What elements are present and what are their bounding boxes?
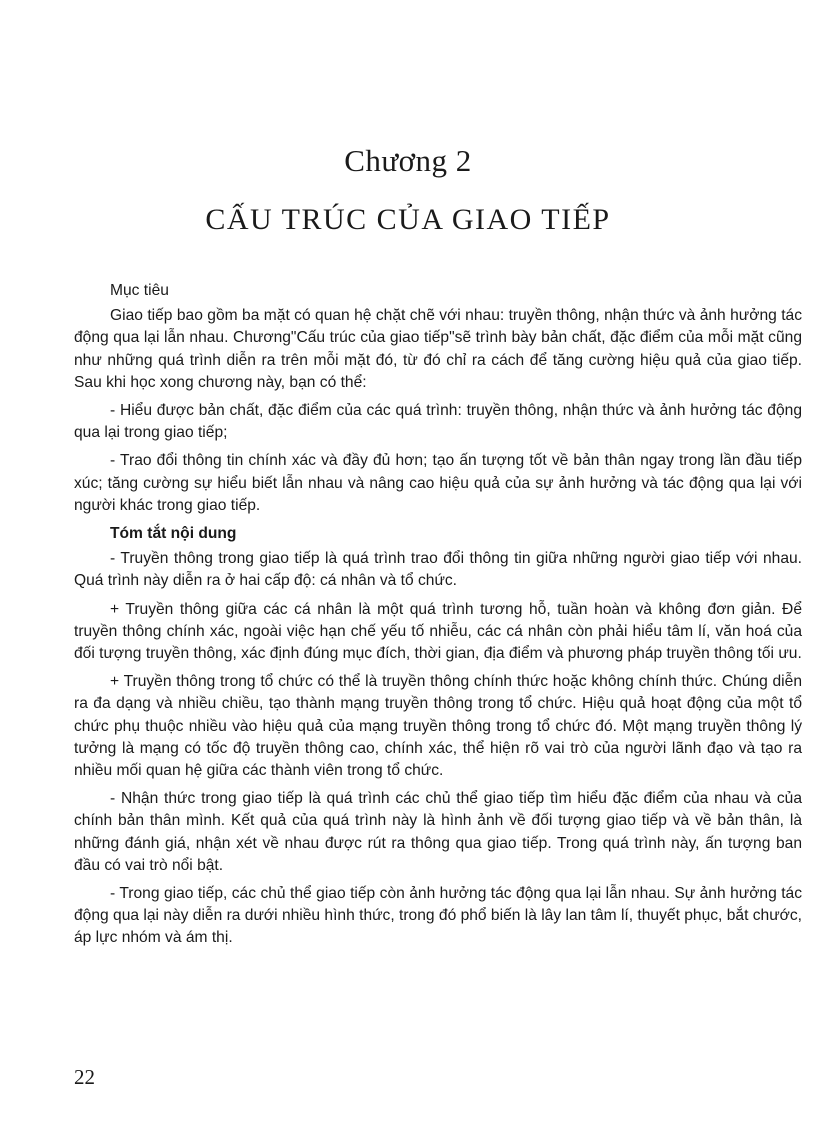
summary-paragraph-2: + Truyền thông giữa các cá nhân là một quá trình tương hỗ, tuần hoàn và không đơn giản. Để truyền thông chính xác, ngoài việc hạn chế yếu tố nhiễu, các cá nhân còn phải hiểu tâm lí, văn hoá của đối tượng truyền thông, xác định đúng mục đích, thời gian, địa điểm và phương pháp truyền thông tối ưu.	[74, 600, 802, 663]
summary-paragraph-1: - Truyền thông trong giao tiếp là quá trình trao đổi thông tin giữa những người giao tiếp với nhau. Quá trình này diễn ra ở hai cấp độ: cá nhân và tổ chức.	[74, 550, 802, 590]
chapter-label: Chương 2	[344, 143, 472, 178]
objective-item-2: - Trao đổi thông tin chính xác và đầy đủ hơn; tạo ấn tượng tốt về bản thân ngay trong lần đầu tiếp xúc; tăng cường sự hiểu biết lẫn nhau và nâng cao hiệu quả của sự ảnh hưởng và tác động qua lại với người khác trong giao tiếp.	[74, 452, 802, 514]
objectives-heading: Mục tiêu	[110, 282, 169, 299]
summary-paragraph-5: - Trong giao tiếp, các chủ thể giao tiếp còn ảnh hưởng tác động qua lại lẫn nhau. Sự ảnh hưởng tác động qua lại này diễn ra dưới nhiều hình thức, trong đó phổ biến là lây lan tâm lí, thuyết phục, bắt chước, áp lực nhóm và ám thị.	[74, 885, 802, 947]
page-number: 22	[74, 1065, 95, 1089]
page-body	[74, 280, 802, 956]
summary-heading: Tóm tắt nội dung	[110, 525, 237, 543]
objective-item-1: - Hiểu được bản chất, đặc điểm của các quá trình: truyền thông, nhận thức và ảnh hưởng tác động qua lại trong giao tiếp;	[74, 402, 802, 442]
chapter-title: CẤU TRÚC CỦA GIAO TIẾP	[205, 203, 611, 236]
summary-paragraph-4: - Nhận thức trong giao tiếp là quá trình các chủ thể giao tiếp tìm hiểu đặc điểm của nhau và của chính bản thân mình. Kết quả của quá trình này là hình ảnh về đối tượng giao tiếp và về bản thân, là những đánh giá, nhận xét về nhau được rút ra thông qua giao tiếp. Trong quá trình này, ấn tượng ban đầu có vai trò nổi bật.	[74, 790, 802, 874]
summary-paragraph-3: + Truyền thông trong tổ chức có thể là truyền thông chính thức hoặc không chính thức. Chúng diễn ra đa dạng và nhiều chiều, tạo thành mạng truyền thông trong tổ chức. Hiệu quả hoạt động của một tổ chức phụ thuộc nhiều vào hiệu quả của mạng truyền thông trong tổ chức đó. Một mạng truyền thông lý tưởng là mạng có tốc độ truyền thông cao, chính xác, thể hiện rõ vai trò của người lãnh đạo và tạo ra nhiều mối quan hệ giữa các thành viên trong tổ chức.	[74, 673, 802, 780]
objectives-intro: Giao tiếp bao gồm ba mặt có quan hệ chặt chẽ với nhau: truyền thông, nhận thức và ảnh hưởng tác động qua lại lẫn nhau. Chương"Cấu trúc của giao tiếp"sẽ trình bày bản chất, đặc điểm của mỗi mặt cũng như những quá trình diễn ra trên mỗi mặt đó, từ đó chỉ ra cách để tăng cường hiệu quả của giao tiếp. Sau khi học xong chương này, bạn có thể:	[74, 307, 802, 391]
